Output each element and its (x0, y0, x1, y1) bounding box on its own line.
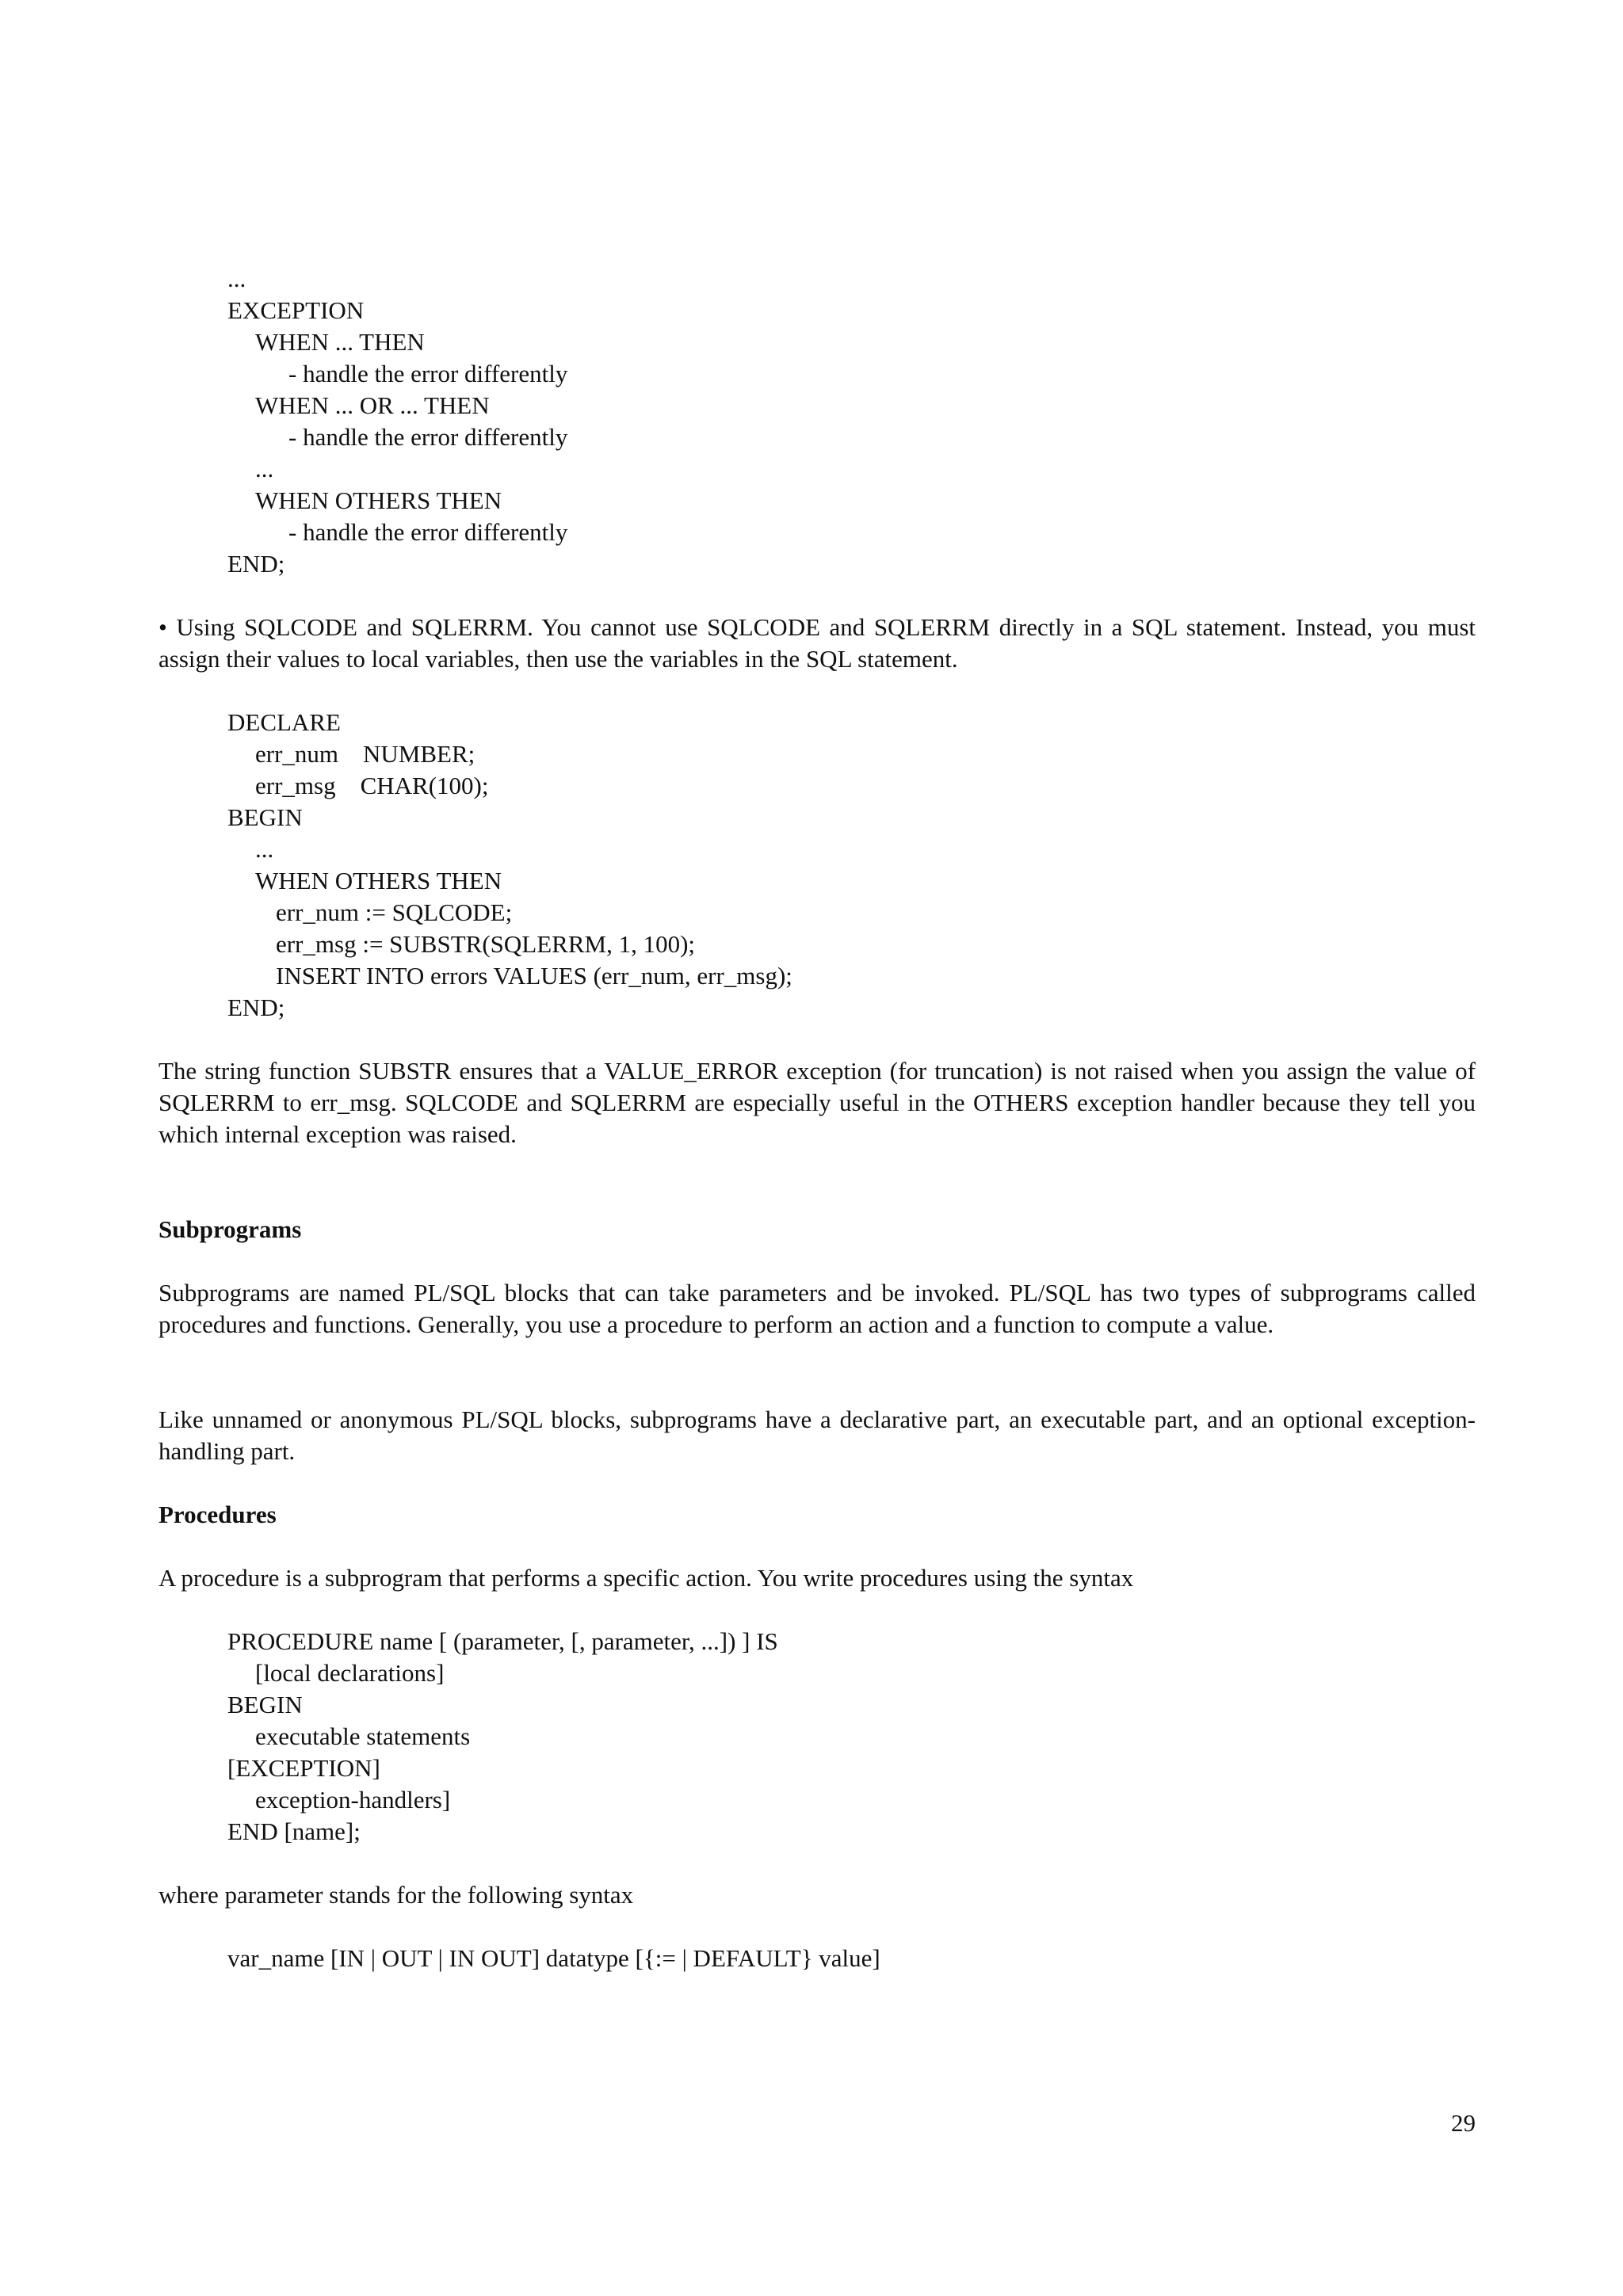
paragraph-sqlcode: • Using SQLCODE and SQLERRM. You cannot use SQLCODE and SQLERRM directly in a SQL statement. Instead, you must assign their values to local variables, then use the variables in the SQL statement. (158, 613, 1476, 673)
paragraph-subprograms-intro: Subprograms are named PL/SQL blocks that can take parameters and be invoked. PL/SQL has two types of subprograms called procedures and functions. Generally, you use a procedure to perform an action and a function to compute a value. (158, 1279, 1476, 1338)
section-heading-subprograms: Subprograms (158, 1215, 302, 1243)
code-line: [EXCEPTION] (227, 1754, 380, 1782)
code-line: WHEN ... OR ... THEN (255, 391, 490, 419)
code-line: PROCEDURE name [ (parameter, [, parameter, ...]) ] IS (227, 1627, 778, 1655)
paragraph-parameter: where parameter stands for the following syntax (158, 1881, 634, 1909)
code-line: - handle the error differently (288, 360, 568, 387)
code-line: END [name]; (227, 1817, 361, 1845)
paragraph-subprograms-parts: Like unnamed or anonymous PL/SQL blocks, subprograms have a declarative part, an executable part, and an optional exception-handling part. (158, 1405, 1476, 1465)
code-line: WHEN OTHERS THEN (255, 867, 502, 894)
code-line: ... (227, 265, 246, 292)
code-line: END; (227, 994, 285, 1021)
code-line: WHEN OTHERS THEN (255, 486, 502, 514)
section-heading-procedures: Procedures (158, 1501, 277, 1528)
code-line: EXCEPTION (227, 296, 365, 324)
code-line: BEGIN (227, 1691, 303, 1718)
code-line: BEGIN (227, 803, 303, 831)
code-line: ... (255, 455, 274, 482)
code-line: err_num := SQLCODE; (276, 898, 513, 926)
code-line: INSERT INTO errors VALUES (err_num, err_msg); (276, 962, 792, 990)
page-number: 29 (1451, 2109, 1476, 2137)
code-line: err_num NUMBER; (255, 740, 475, 768)
code-line: err_msg CHAR(100); (255, 772, 489, 799)
code-line: exception-handlers] (255, 1786, 451, 1814)
paragraph-procedures: A procedure is a subprogram that performs a specific action. You write procedures using the syntax (158, 1564, 1134, 1592)
code-line: var_name [IN | OUT | IN OUT] datatype [{:= | DEFAULT} value] (227, 1944, 880, 1972)
code-line: END; (227, 550, 285, 578)
paragraph-substr: The string function SUBSTR ensures that a VALUE_ERROR exception (for truncation) is not raised when you assign the value of SQLERRM to err_msg. SQLCODE and SQLERRM are especially useful in the OTHERS exception handler because they tell you which internal exception was raised. (158, 1057, 1476, 1148)
code-line: WHEN ... THEN (255, 328, 425, 356)
code-line: - handle the error differently (288, 518, 568, 546)
code-line: executable statements (255, 1722, 471, 1750)
code-line: - handle the error differently (288, 423, 568, 451)
code-line: err_msg := SUBSTR(SQLERRM, 1, 100); (276, 930, 696, 958)
code-line: [local declarations] (255, 1659, 445, 1687)
code-line: ... (255, 835, 274, 863)
code-line: DECLARE (227, 708, 341, 736)
